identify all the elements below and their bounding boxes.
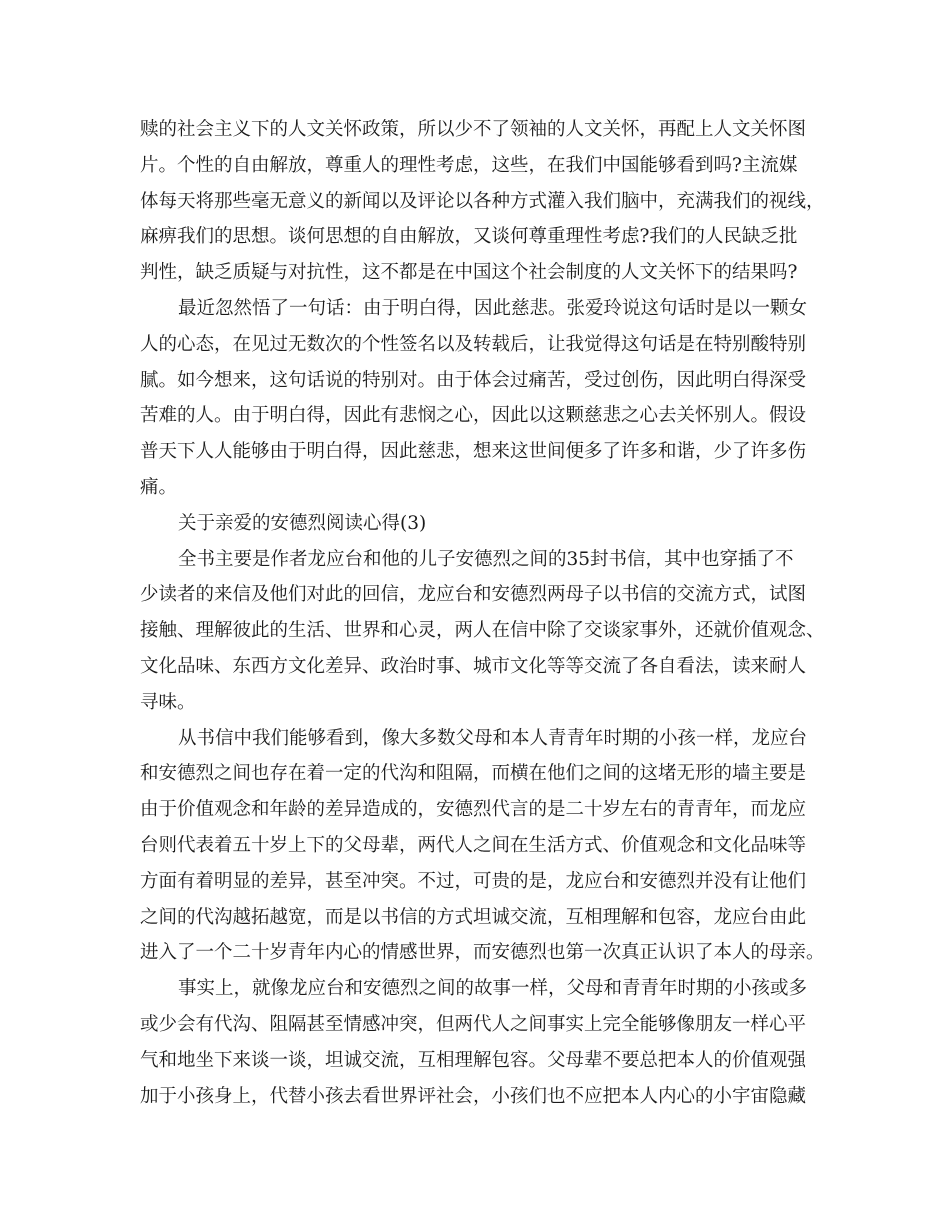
text-line: 人的心态，在见过无数次的个性签名以及转载后，让我觉得这句话是在特别酸特别 [140,333,807,355]
text-line: 进入了一个二十岁青年内心的情感世界，而安德烈也第一次真正认识了本人的母亲。 [140,942,825,964]
text-line: 由于价值观念和年龄的差异造成的，安德烈代言的是二十岁左右的青青年，而龙应 [140,799,807,821]
text-line: 接触、理解彼此的生活、世界和心灵，两人在信中除了交谈家事外，还就价值观念、 [140,620,825,642]
text-line: 苦难的人。由于明白得，因此有悲悯之心，因此以这颗慈悲之心去关怀别人。假设 [140,405,807,427]
text-line: 腻。如今想来，这句话说的特别对。由于体会过痛苦，受过创伤，因此明白得深受 [140,369,807,391]
text-line: 体每天将那些毫无意义的新闻以及评论以各种方式灌入我们脑中，充满我们的视线， [140,190,825,212]
document-body [140,112,825,1114]
text-line: 加于小孩身上，代替小孩去看世界评社会，小孩们也不应把本人内心的小宇宙隐藏 [140,1085,807,1107]
text-line: 气和地坐下来谈一谈，坦诚交流，互相理解包容。父母辈不要总把本人的价值观强 [140,1049,807,1071]
text-line: 全书主要是作者龙应台和他的儿子安德烈之间的35封书信，其中也穿插了不 [178,548,794,570]
text-line: 最近忽然悟了一句话：由于明白得，因此慈悲。张爱玲说这句话时是以一颗女 [178,297,808,319]
text-line: 判性，缺乏质疑与对抗性，这不都是在中国这个社会制度的人文关怀下的结果吗? [140,262,798,284]
text-line: 麻痹我们的思想。谈何思想的自由解放，又谈何尊重理性考虑?我们的人民缺乏批 [140,226,798,248]
text-line: 片。个性的自由解放，尊重人的理性考虑，这些，在我们中国能够看到吗?主流媒 [140,154,798,176]
text-line: 从书信中我们能够看到，像大多数父母和本人青青年时期的小孩一样，龙应台 [178,727,808,749]
text-line: 关于亲爱的安德烈阅读心得(3) [178,512,427,534]
text-line: 赎的社会主义下的人文关怀政策，所以少不了领袖的人文关怀，再配上人文关怀图 [140,119,807,140]
text-line: 和安德烈之间也存在着一定的代沟和阻隔，而横在他们之间的这堵无形的墙主要是 [140,763,807,785]
text-line: 寻味。 [140,691,196,713]
text-line: 之间的代沟越拓越宽，而是以书信的方式坦诚交流，互相理解和包容，龙应台由此 [140,906,807,928]
text-line: 台则代表着五十岁上下的父母辈，两代人之间在生活方式、价值观念和文化品味等 [140,834,807,856]
text-line: 文化品味、东西方文化差异、政治时事、城市文化等等交流了各自看法，读来耐人 [140,655,807,677]
text-line: 或少会有代沟、阻隔甚至情感冲突，但两代人之间事实上完全能够像朋友一样心平 [140,1013,807,1035]
text-line: 方面有着明显的差异，甚至冲突。不过，可贵的是，龙应台和安德烈并没有让他们 [140,870,807,892]
text-line: 事实上，就像龙应台和安德烈之间的故事一样，父母和青青年时期的小孩或多 [178,978,808,1000]
text-line: 普天下人人能够由于明白得，因此慈悲，想来这世间便多了许多和谐，少了许多伤 [140,441,807,463]
text-line: 少读者的来信及他们对此的回信，龙应台和安德烈两母子以书信的交流方式，试图 [140,584,807,606]
text-line: 痛。 [140,476,178,498]
